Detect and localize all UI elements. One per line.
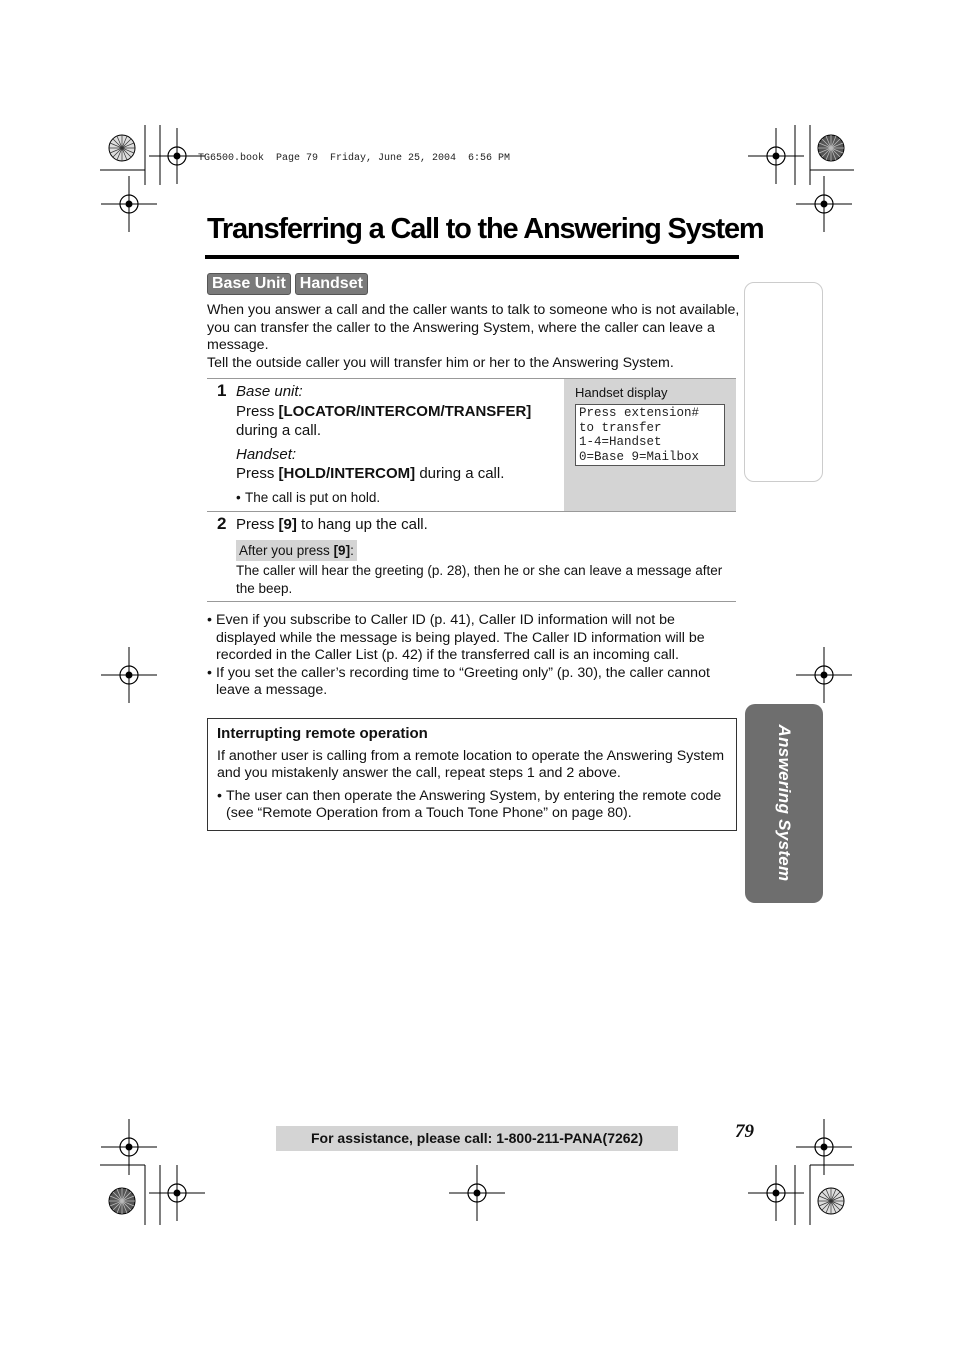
after-label-colon: : — [350, 542, 354, 558]
list-item: • Even if you subscribe to Caller ID (p. 41), Caller ID information will not be displayed while the message is being played. The Caller ID information will be recorded in the Caller List (p. 42) if the transferred call is an incoming call. — [207, 612, 737, 665]
intro-text — [207, 302, 741, 372]
box-text: If another user is calling from a remote location to operate the Answering System and you mistakenly answer the call, repeat steps 1 and 2 above. — [217, 747, 725, 781]
step2-suffix: to hang up the call. — [301, 516, 428, 533]
press-word: Press — [236, 402, 275, 420]
page-title: Transferring a Call to the Answering System — [207, 213, 764, 245]
locator-intercom-transfer-key: [LOCATOR/INTERCOM/TRANSFER] — [278, 402, 532, 420]
box-bullet-text: The user can then operate the Answering System, by entering the remote code (see “Remote Operation from a Touch Tone Phone” on page 80). — [226, 787, 722, 821]
press-word: Press — [236, 465, 275, 482]
notes-list — [207, 612, 737, 700]
base-suffix: during a call. — [236, 422, 322, 439]
intro-paragraph: When you answer a call and the caller wants to talk to someone who is not available, you can transfer the caller to the Answering System, where the caller can leave a message. — [207, 302, 740, 353]
badge-handset: Handset — [295, 273, 368, 295]
title-rule — [205, 255, 739, 259]
box-title: Interrupting remote operation — [217, 725, 428, 742]
step-number: 2 — [217, 514, 227, 533]
list-item: • If you set the caller’s recording time to “Greeting only” (p. 30), the caller cannot leave a message. — [207, 665, 737, 700]
unit-badges — [207, 273, 368, 295]
assistance-footer: For assistance, please call: 1-800-211-PANA(7262) — [276, 1126, 678, 1151]
step-number: 1 — [217, 381, 227, 400]
handset-lcd: Press extension# to transfer 1-4=Handset 0=Base 9=Mailbox — [575, 404, 725, 466]
note-text: Even if you subscribe to Caller ID (p. 41), Caller ID information will not be displayed while the message is being played. The Caller ID information will be recorded in the Caller List (p. 42) if the transferred call is an incoming call. — [216, 612, 705, 663]
section-side-tab — [745, 704, 823, 903]
intro-paragraph: Tell the outside caller you will transfer him or her to the Answering System. — [207, 354, 674, 371]
hold-intercom-key: [HOLD/INTERCOM] — [278, 465, 416, 482]
press-word: Press — [236, 516, 275, 533]
step-divider — [207, 511, 736, 512]
side-tab-outline — [744, 282, 823, 482]
base-unit-label: Base unit: — [236, 383, 303, 400]
book-info: TG6500.book Page 79 Friday, June 25, 2004 6:56 PM — [198, 153, 511, 164]
after-label-text: After you press — [239, 542, 330, 558]
side-tab-label: Answering System — [775, 724, 794, 882]
step-divider — [207, 601, 736, 602]
key-9: [9] — [278, 516, 297, 533]
display-title: Handset display — [575, 385, 668, 400]
after-label-key: [9] — [333, 542, 351, 558]
step-2 — [207, 514, 737, 597]
list-item: • The user can then operate the Answering System, by entering the remote code (see “Remote Operation from a Touch Tone Phone” on page 80). — [217, 788, 727, 823]
step1-note: The call is put on hold. — [245, 489, 381, 505]
handset-label: Handset: — [236, 445, 297, 463]
note-text: If you set the caller’s recording time to “Greeting only” (p. 30), the caller cannot leave a message. — [216, 664, 710, 698]
handset-suffix: during a call. — [419, 465, 505, 482]
step-1: 1 Base unit: Press [LOCATOR/INTERCOM/TRANSFER] during a call. Handset: Press [HOLD/INTERCOM] during a call. • The call is put on hold. — [207, 381, 564, 507]
handset-display-panel — [564, 379, 736, 511]
after-press-label — [236, 540, 357, 562]
step2-result: The caller will hear the greeting (p. 28), then he or she can leave a message after the beep. — [236, 563, 723, 596]
interrupting-remote-operation-box — [207, 718, 737, 831]
page-number: 79 — [735, 1121, 754, 1142]
badge-base-unit: Base Unit — [207, 273, 291, 295]
